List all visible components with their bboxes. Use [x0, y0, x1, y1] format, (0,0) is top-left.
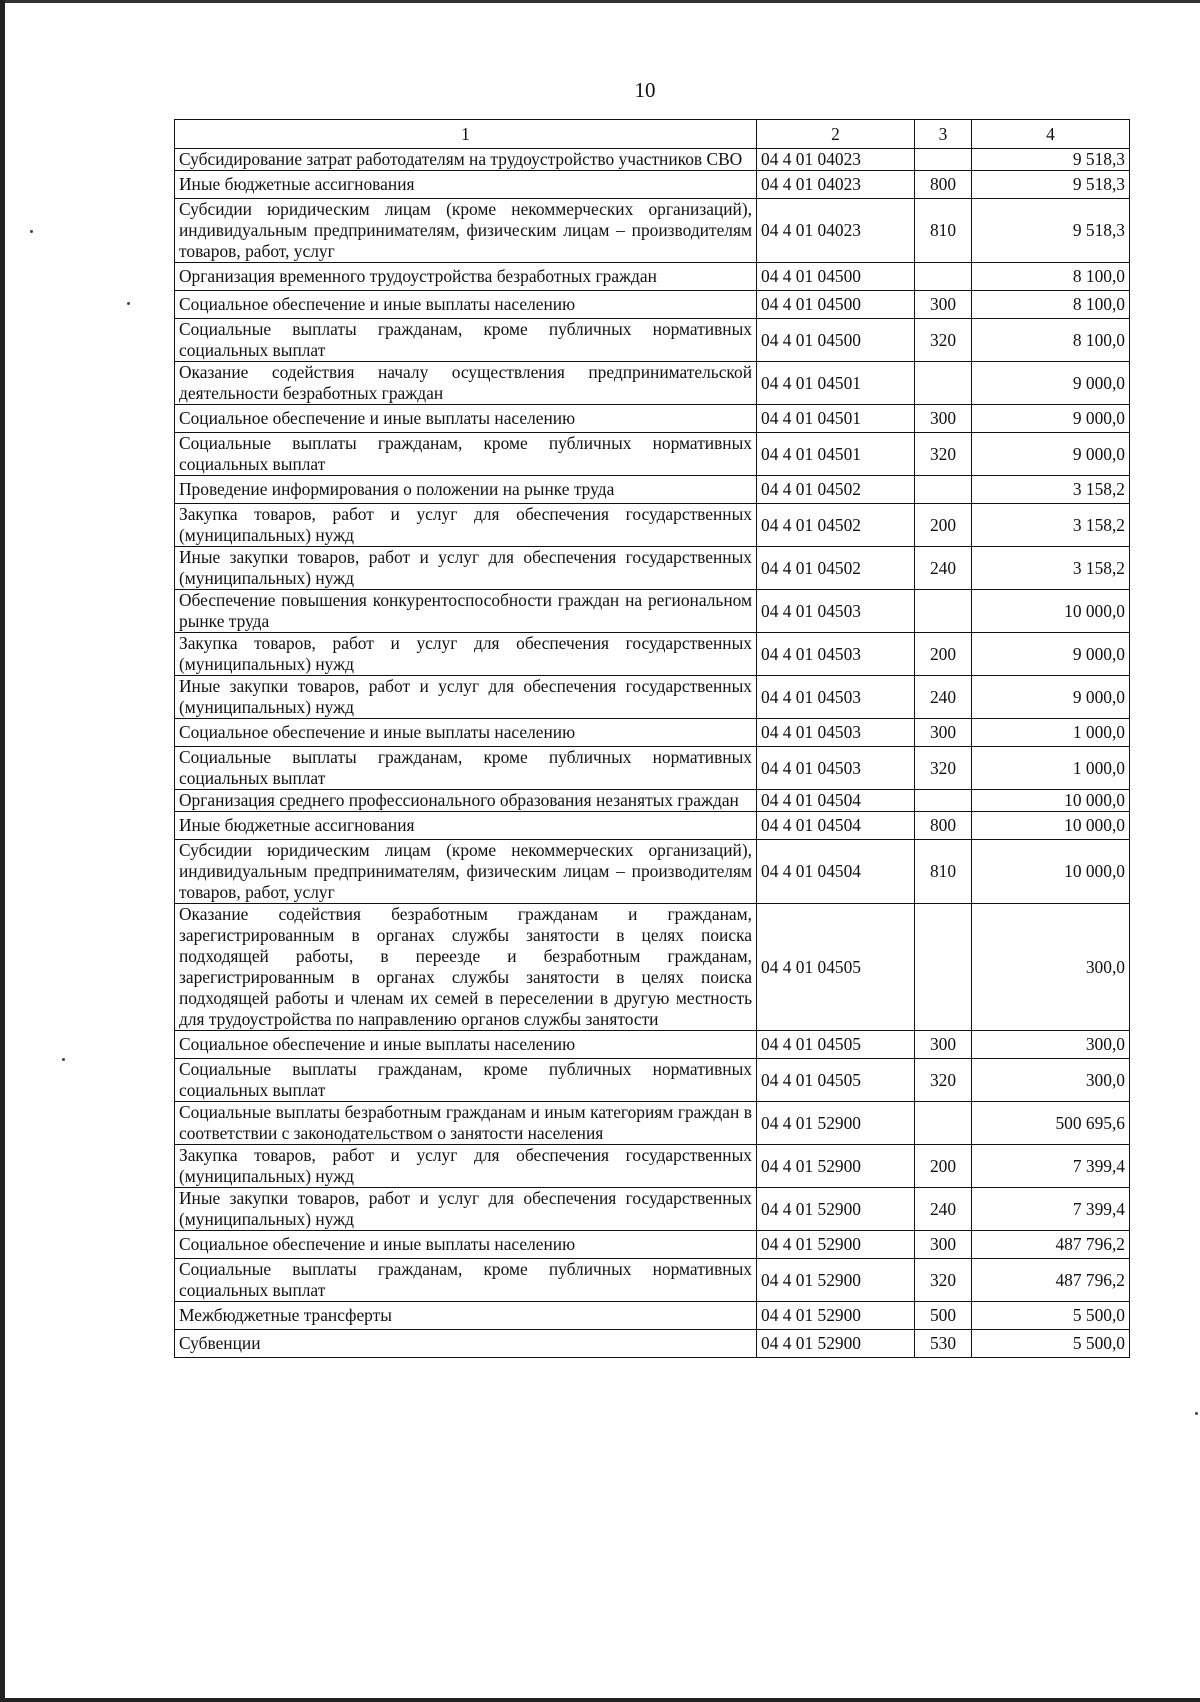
row-vr [915, 362, 972, 405]
row-name: Проведение информирования о положении на рынке труда [175, 476, 757, 504]
table-header-row [175, 120, 1130, 149]
row-name: Иные закупки товаров, работ и услуг для обеспечения государственных (муниципальных) нужд [175, 676, 757, 719]
row-amount: 5 500,0 [972, 1302, 1130, 1330]
scan-bottom-edge [0, 1698, 1200, 1702]
row-code: 04 4 01 04505 [757, 1059, 915, 1102]
table-row [175, 1059, 1130, 1102]
row-vr: 300 [915, 1231, 972, 1259]
row-code: 04 4 01 04502 [757, 504, 915, 547]
row-name: Иные закупки товаров, работ и услуг для обеспечения государственных (муниципальных) нужд [175, 547, 757, 590]
row-code: 04 4 01 04504 [757, 790, 915, 812]
row-name: Иные закупки товаров, работ и услуг для обеспечения государственных (муниципальных) нужд [175, 1188, 757, 1231]
table-row [175, 263, 1130, 291]
row-code: 04 4 01 04502 [757, 476, 915, 504]
table-row [175, 747, 1130, 790]
row-amount: 9 000,0 [972, 676, 1130, 719]
column-header-amount: 4 [972, 120, 1130, 149]
scan-left-edge [0, 0, 5, 1702]
row-name: Субсидирование затрат работодателям на трудоустройство участников СВО [175, 149, 757, 171]
row-code: 04 4 01 04501 [757, 433, 915, 476]
row-vr: 300 [915, 405, 972, 433]
row-amount: 8 100,0 [972, 291, 1130, 319]
budget-table [174, 119, 1130, 1358]
row-code: 04 4 01 04501 [757, 362, 915, 405]
row-name: Социальное обеспечение и иные выплаты населению [175, 291, 757, 319]
row-amount: 3 158,2 [972, 476, 1130, 504]
table-row [175, 476, 1130, 504]
row-amount: 10 000,0 [972, 840, 1130, 904]
row-amount: 9 518,3 [972, 199, 1130, 263]
row-vr: 320 [915, 319, 972, 362]
row-code: 04 4 01 52900 [757, 1330, 915, 1358]
table-row [175, 840, 1130, 904]
row-amount: 1 000,0 [972, 719, 1130, 747]
row-vr [915, 476, 972, 504]
row-code: 04 4 01 04503 [757, 719, 915, 747]
row-name: Социальное обеспечение и иные выплаты населению [175, 1231, 757, 1259]
table-row [175, 199, 1130, 263]
column-header-code: 2 [757, 120, 915, 149]
row-code: 04 4 01 52900 [757, 1188, 915, 1231]
row-code: 04 4 01 04503 [757, 590, 915, 633]
row-vr [915, 149, 972, 171]
row-code: 04 4 01 04505 [757, 1031, 915, 1059]
table-row [175, 904, 1130, 1031]
row-vr: 320 [915, 1059, 972, 1102]
row-amount: 9 518,3 [972, 171, 1130, 199]
table-row [175, 812, 1130, 840]
row-name: Социальное обеспечение и иные выплаты населению [175, 719, 757, 747]
row-name: Обеспечение повышения конкурентоспособности граждан на региональном рынке труда [175, 590, 757, 633]
table-row [175, 291, 1130, 319]
row-name: Закупка товаров, работ и услуг для обеспечения государственных (муниципальных) нужд [175, 1145, 757, 1188]
row-name: Организация временного трудоустройства безработных граждан [175, 263, 757, 291]
row-name: Субсидии юридическим лицам (кроме некоммерческих организаций), индивидуальным предпринимателям, физическим лицам – производителям товаров, работ, услуг [175, 840, 757, 904]
row-name: Организация среднего профессионального образования незанятых граждан [175, 790, 757, 812]
table-row [175, 590, 1130, 633]
row-code: 04 4 01 52900 [757, 1102, 915, 1145]
row-amount: 300,0 [972, 904, 1130, 1031]
row-amount: 9 518,3 [972, 149, 1130, 171]
row-vr: 810 [915, 840, 972, 904]
table-row [175, 676, 1130, 719]
row-vr [915, 1102, 972, 1145]
scan-speck [30, 230, 33, 233]
table-row [175, 1145, 1130, 1188]
table-row [175, 405, 1130, 433]
row-code: 04 4 01 04504 [757, 812, 915, 840]
table-row [175, 504, 1130, 547]
row-code: 04 4 01 52900 [757, 1302, 915, 1330]
row-name: Оказание содействия началу осуществления предпринимательской деятельности безработных граждан [175, 362, 757, 405]
row-name: Социальные выплаты гражданам, кроме публичных нормативных социальных выплат [175, 319, 757, 362]
row-amount: 8 100,0 [972, 319, 1130, 362]
row-vr [915, 263, 972, 291]
table-row [175, 1102, 1130, 1145]
row-code: 04 4 01 04500 [757, 263, 915, 291]
row-vr: 810 [915, 199, 972, 263]
row-amount: 10 000,0 [972, 590, 1130, 633]
row-code: 04 4 01 52900 [757, 1145, 915, 1188]
row-vr [915, 590, 972, 633]
row-amount: 487 796,2 [972, 1231, 1130, 1259]
row-code: 04 4 01 04503 [757, 676, 915, 719]
row-code: 04 4 01 04503 [757, 747, 915, 790]
table-row [175, 362, 1130, 405]
row-amount: 9 000,0 [972, 433, 1130, 476]
row-code: 04 4 01 52900 [757, 1259, 915, 1302]
row-amount: 300,0 [972, 1059, 1130, 1102]
row-amount: 500 695,6 [972, 1102, 1130, 1145]
row-amount: 9 000,0 [972, 633, 1130, 676]
scan-top-edge [0, 0, 1200, 3]
row-amount: 9 000,0 [972, 362, 1130, 405]
row-code: 04 4 01 52900 [757, 1231, 915, 1259]
row-amount: 10 000,0 [972, 812, 1130, 840]
row-name: Социальное обеспечение и иные выплаты населению [175, 405, 757, 433]
row-code: 04 4 01 04504 [757, 840, 915, 904]
row-vr: 800 [915, 812, 972, 840]
table-row [175, 319, 1130, 362]
row-amount: 8 100,0 [972, 263, 1130, 291]
table-row [175, 171, 1130, 199]
table-row [175, 790, 1130, 812]
table-row [175, 1188, 1130, 1231]
row-code: 04 4 01 04501 [757, 405, 915, 433]
row-vr: 240 [915, 1188, 972, 1231]
row-name: Социальные выплаты гражданам, кроме публичных нормативных социальных выплат [175, 747, 757, 790]
row-vr: 200 [915, 633, 972, 676]
row-name: Субвенции [175, 1330, 757, 1358]
row-vr: 530 [915, 1330, 972, 1358]
table-row [175, 633, 1130, 676]
row-vr: 300 [915, 719, 972, 747]
row-name: Закупка товаров, работ и услуг для обеспечения государственных (муниципальных) нужд [175, 633, 757, 676]
row-vr: 500 [915, 1302, 972, 1330]
scan-speck [1195, 1412, 1198, 1415]
table-row [175, 433, 1130, 476]
row-amount: 300,0 [972, 1031, 1130, 1059]
row-code: 04 4 01 04023 [757, 171, 915, 199]
row-amount: 3 158,2 [972, 547, 1130, 590]
row-amount: 10 000,0 [972, 790, 1130, 812]
row-name: Субсидии юридическим лицам (кроме некоммерческих организаций), индивидуальным предпринимателям, физическим лицам – производителям товаров, работ, услуг [175, 199, 757, 263]
row-vr: 800 [915, 171, 972, 199]
row-code: 04 4 01 04500 [757, 291, 915, 319]
row-name: Межбюджетные трансферты [175, 1302, 757, 1330]
table-row [175, 547, 1130, 590]
table-row [175, 149, 1130, 171]
scan-speck [62, 1058, 65, 1061]
row-name: Социальное обеспечение и иные выплаты населению [175, 1031, 757, 1059]
scan-speck [127, 302, 130, 305]
row-code: 04 4 01 04023 [757, 149, 915, 171]
table-row [175, 1330, 1130, 1358]
row-vr: 240 [915, 547, 972, 590]
row-name: Иные бюджетные ассигнования [175, 171, 757, 199]
row-code: 04 4 01 04023 [757, 199, 915, 263]
table-row [175, 1259, 1130, 1302]
row-vr: 300 [915, 291, 972, 319]
row-name: Социальные выплаты гражданам, кроме публичных нормативных социальных выплат [175, 1259, 757, 1302]
row-vr: 200 [915, 1145, 972, 1188]
row-vr: 320 [915, 747, 972, 790]
column-header-vr: 3 [915, 120, 972, 149]
row-code: 04 4 01 04503 [757, 633, 915, 676]
column-header-name: 1 [175, 120, 757, 149]
row-amount: 7 399,4 [972, 1188, 1130, 1231]
row-amount: 9 000,0 [972, 405, 1130, 433]
table-row [175, 719, 1130, 747]
row-amount: 5 500,0 [972, 1330, 1130, 1358]
row-vr: 300 [915, 1031, 972, 1059]
row-name: Закупка товаров, работ и услуг для обеспечения государственных (муниципальных) нужд [175, 504, 757, 547]
row-vr [915, 790, 972, 812]
table-row [175, 1231, 1130, 1259]
table-row [175, 1031, 1130, 1059]
row-name: Социальные выплаты гражданам, кроме публичных нормативных социальных выплат [175, 1059, 757, 1102]
row-code: 04 4 01 04500 [757, 319, 915, 362]
row-vr: 320 [915, 1259, 972, 1302]
row-amount: 7 399,4 [972, 1145, 1130, 1188]
row-vr: 320 [915, 433, 972, 476]
row-vr [915, 904, 972, 1031]
row-name: Социальные выплаты безработным гражданам и иным категориям граждан в соответствии с законодательством о занятости населения [175, 1102, 757, 1145]
page-number: 10 [634, 78, 656, 102]
row-amount: 487 796,2 [972, 1259, 1130, 1302]
row-name: Социальные выплаты гражданам, кроме публичных нормативных социальных выплат [175, 433, 757, 476]
row-vr: 200 [915, 504, 972, 547]
row-code: 04 4 01 04502 [757, 547, 915, 590]
table-body [175, 149, 1130, 1358]
row-amount: 3 158,2 [972, 504, 1130, 547]
row-name: Иные бюджетные ассигнования [175, 812, 757, 840]
table-row [175, 1302, 1130, 1330]
row-name: Оказание содействия безработным гражданам и гражданам, зарегистрированным в органах службы занятости в целях поиска подходящей работы, в переезде и безработным гражданам, зарегистрированным в органах службы занятости в целях поиска подходящей работы и членам их семей в переселении в другую местность для трудоустройства по направлению органов службы занятости [175, 904, 757, 1031]
row-amount: 1 000,0 [972, 747, 1130, 790]
row-vr: 240 [915, 676, 972, 719]
row-code: 04 4 01 04505 [757, 904, 915, 1031]
